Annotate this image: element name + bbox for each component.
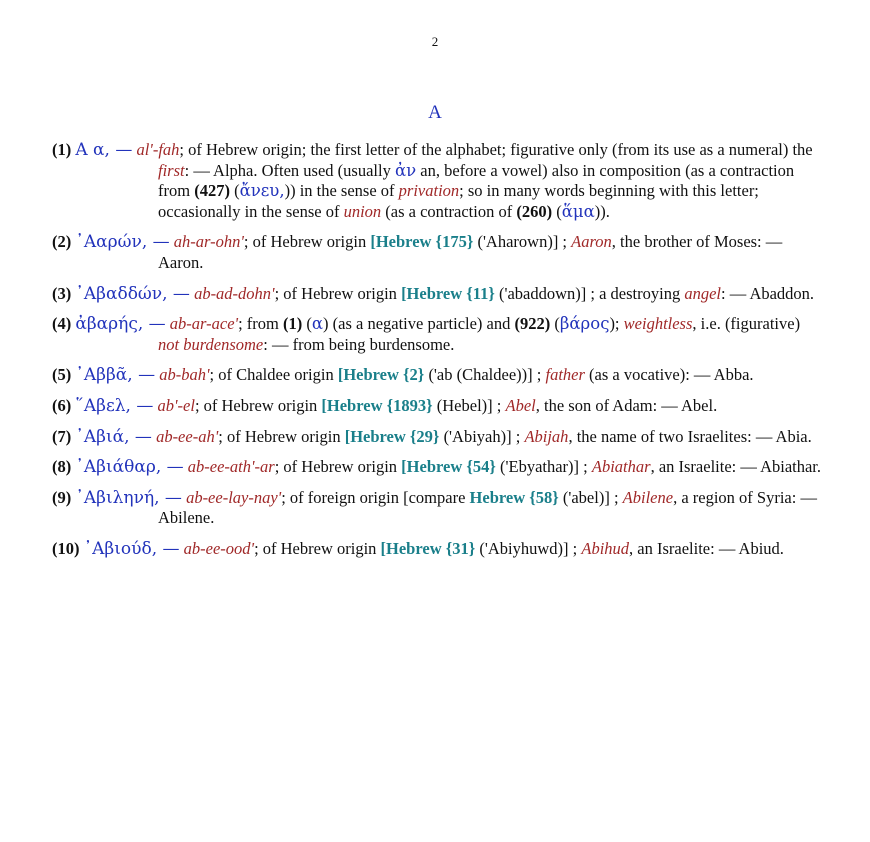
definition-text: , the son of Adam: — Abel. [535,395,718,415]
entry-number: (2) [52,232,72,252]
definition-text: an, before a vowel) also in composition (as a contraction from [158,160,795,201]
page-number: 2 [431,34,439,49]
hebrew-reference: [Hebrew {1893} [321,395,433,415]
lexicon-entry [52,457,822,478]
entry-number: (4) [52,314,72,334]
hebrew-reference: [Hebrew {54} [401,457,496,477]
definition-text: : — Abaddon. [721,283,815,303]
greek-term: ἄνευ, [239,181,285,201]
lexicon-entry [52,284,822,305]
hebrew-reference: Hebrew {58} [469,487,559,507]
greek-headword: ῞Αβελ, — [75,395,154,416]
greek-headword: ᾿Αββᾶ, — [75,365,156,386]
letter-heading: Α [428,102,442,123]
greek-headword: ᾿Αβιάθαρ, — [75,457,184,478]
definition-text: , the brother of Moses: — Aaron. [158,232,783,272]
greek-headword: ᾿Αβιληνή, — [75,487,182,508]
definition-text: ; from [238,314,283,334]
definition-text: ; of Hebrew origin [218,426,345,446]
gloss: Abel [505,395,536,415]
definition-text: , an Israelite: — Abiathar. [650,457,822,477]
greek-term: α [311,314,324,334]
hebrew-reference: [Hebrew {29} [344,426,440,446]
definition-text: ( [550,314,560,334]
hebrew-reference: [Hebrew {11} [401,283,495,303]
definition-text: ; of Hebrew origin [243,232,371,252]
gloss: Abiathar [591,457,651,477]
definition-text: (as a contraction of [381,201,517,221]
entry-number: (9) [52,487,72,507]
lexicon-entry [52,488,822,529]
entry-number: (1) [52,140,72,159]
pronunciation: al'-fah [136,140,180,159]
definition-text: ( [552,201,562,221]
lexicon-entry [52,396,822,417]
definition-text: : — from being burdensome. [263,334,455,354]
gloss: Abilene [622,487,674,507]
hebrew-reference: [Hebrew {2} [337,365,425,385]
pronunciation: ab-ee-ath'-ar [187,457,275,477]
cross-reference: (260) [516,201,553,221]
definition-text: ('Abiyah)] ; [439,426,525,446]
definition-text: ; of Hebrew origin [194,395,322,415]
definition-text: , a region of Syria: — Abilene. [158,487,817,528]
gloss: weightless [623,314,693,334]
definition-text: ( [229,181,240,201]
definition-text: ('abel)] ; [558,487,623,507]
definition-text: ; of Hebrew origin; the first letter of the alphabet; figurative only (from its use as a numeral) the [179,140,813,159]
gloss: union [343,201,382,221]
pronunciation: ah-ar-ohn' [173,232,244,252]
definition-text: ; of Chaldee origin [209,365,338,385]
entry-number: (5) [52,365,72,385]
definition-text: )). [594,201,610,221]
greek-headword: ᾿Αβιά, — [75,426,152,447]
lexicon-entry [52,140,822,222]
gloss: Abihud [581,538,630,558]
gloss: angel [684,283,722,303]
entry-number: (7) [52,426,72,446]
definition-text: ('Aharown)] ; [473,232,572,252]
lexicon-entry [52,427,822,448]
pronunciation: ab-bah' [159,365,210,385]
cross-reference: (922) [514,314,551,334]
definition-text: ; so in many words beginning with this letter; occasionally in the sense of [158,181,759,221]
definition-text: (as a vocative): — Abba. [584,365,754,385]
entry-number: (10) [52,538,80,558]
lexicon-entry [52,232,822,273]
greek-headword: ἀβαρής, — [75,314,166,335]
gloss: first [158,160,185,180]
pronunciation: ab-ee-lay-nay' [186,487,282,507]
greek-headword: ᾿Ααρών, — [75,232,170,253]
entry-number: (6) [52,395,72,415]
definition-text: , the name of two Israelites: — Abia. [568,426,812,446]
definition-text: , an Israelite: — Abiud. [629,538,784,558]
greek-term: ἀν [394,160,417,180]
pronunciation: ab-ee-ah' [156,426,219,446]
greek-headword: ᾿Αβαδδών, — [75,283,190,304]
lexicon-entry [52,314,822,355]
cross-reference: (427) [194,181,230,201]
lexicon-entry [52,539,822,560]
definition-text: (Hebel)] ; [432,395,506,415]
pronunciation: ab-ee-ood' [183,538,255,558]
pronunciation: ab-ad-dohn' [194,283,275,303]
definition-text: ; of Hebrew origin [254,538,381,558]
greek-headword: ᾿Αβιούδ, — [83,538,180,559]
cross-reference: (1) [282,314,303,334]
gloss: Abijah [524,426,569,446]
hebrew-reference: [Hebrew {31} [380,538,476,558]
gloss: father [545,365,585,385]
definition-text: ; of Hebrew origin [274,283,402,303]
gloss: privation [398,181,460,201]
entry-list [52,140,822,570]
definition-text: ('Ebyathar)] ; [495,457,592,477]
definition-text: ; of foreign origin [compare [281,487,470,507]
definition-text: ( [302,314,312,334]
definition-text: ); [609,314,624,334]
definition-text: ('ab (Chaldee))] ; [424,365,546,385]
definition-text: ; of Hebrew origin [274,457,402,477]
greek-term: ἅμα [561,201,595,221]
greek-headword: Α α, — [75,140,133,160]
pronunciation: ab'-el [157,395,195,415]
entry-number: (3) [52,283,72,303]
entry-number: (8) [52,457,72,477]
gloss: not burdensome [158,334,264,354]
definition-text: ) (as a negative particle) and [323,314,515,334]
hebrew-reference: [Hebrew {175} [370,232,474,252]
definition-text: )) in the sense of [284,181,399,201]
definition-text: ('abaddown)] ; a destroying [494,283,685,303]
lexicon-entry [52,365,822,386]
pronunciation: ab-ar-ace' [169,314,239,334]
definition-text: : — Alpha. Often used (usually [184,160,395,180]
definition-text: , i.e. (figurative) [692,314,801,334]
gloss: Aaron [571,232,612,252]
definition-text: ('Abiyhuwd)] ; [475,538,582,558]
greek-term: βάρος [559,314,610,334]
